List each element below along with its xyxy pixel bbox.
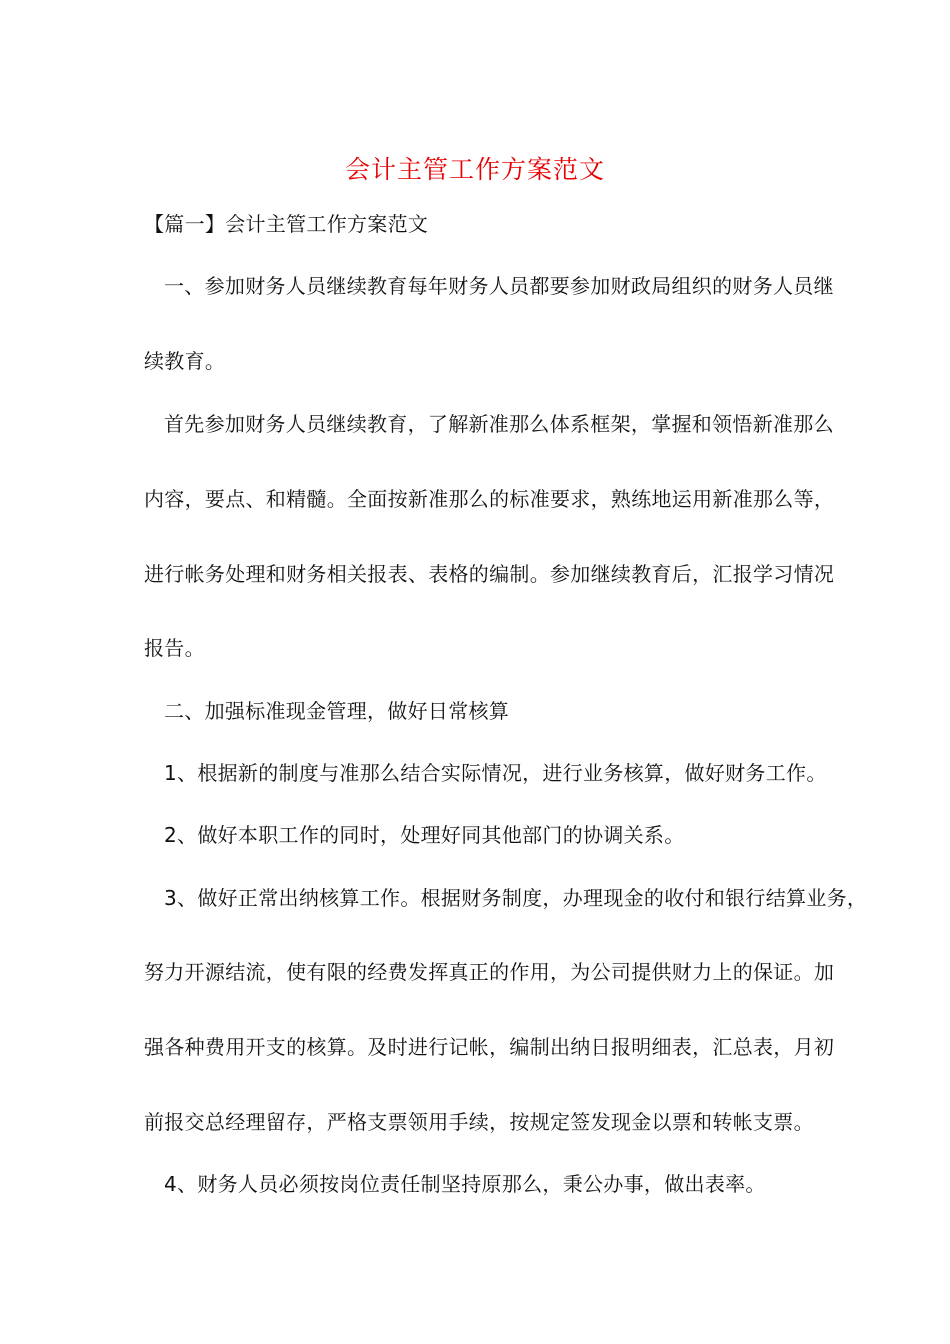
document-title: 会计主管工作方案范文	[344, 155, 605, 184]
paragraph-line: 续教育。	[144, 349, 226, 373]
paragraph-line: 强各种费用开支的核算。及时进行记帐，编制出纳日报明细表，汇总表，月初	[144, 1035, 835, 1059]
list-item: 1、根据新的制度与准那么结合实际情况，进行业务核算，做好财务工作。	[164, 761, 827, 785]
paragraph-line: 报告。	[144, 636, 205, 660]
paragraph-line: 二、加强标准现金管理，做好日常核算	[164, 699, 510, 723]
paragraph-line: 前报交总经理留存，严格支票领用手续，按规定签发现金以票和转帐支票。	[144, 1110, 814, 1134]
section-heading: 【篇一】会计主管工作方案范文	[144, 212, 429, 236]
list-item: 4、财务人员必须按岗位责任制坚持原那么，秉公办事，做出表率。	[164, 1172, 766, 1196]
paragraph-line: 一、参加财务人员继续教育每年财务人员都要参加财政局组织的财务人员继	[164, 274, 834, 298]
paragraph-line: 进行帐务处理和财务相关报表、表格的编制。参加继续教育后，汇报学习情况	[144, 562, 835, 586]
paragraph-line: 首先参加财务人员继续教育，了解新准那么体系框架，掌握和领悟新准那么	[164, 412, 834, 436]
paragraph-line: 内容，要点、和精髓。全面按新准那么的标准要求，熟练地运用新准那么等，	[144, 487, 835, 511]
paragraph-line: 努力开源结流，使有限的经费发挥真正的作用，为公司提供财力上的保证。加	[144, 960, 835, 984]
list-item: 3、做好正常出纳核算工作。根据财务制度，办理现金的收付和银行结算业务，	[164, 886, 868, 910]
list-item: 2、做好本职工作的同时，处理好同其他部门的协调关系。	[164, 823, 685, 847]
